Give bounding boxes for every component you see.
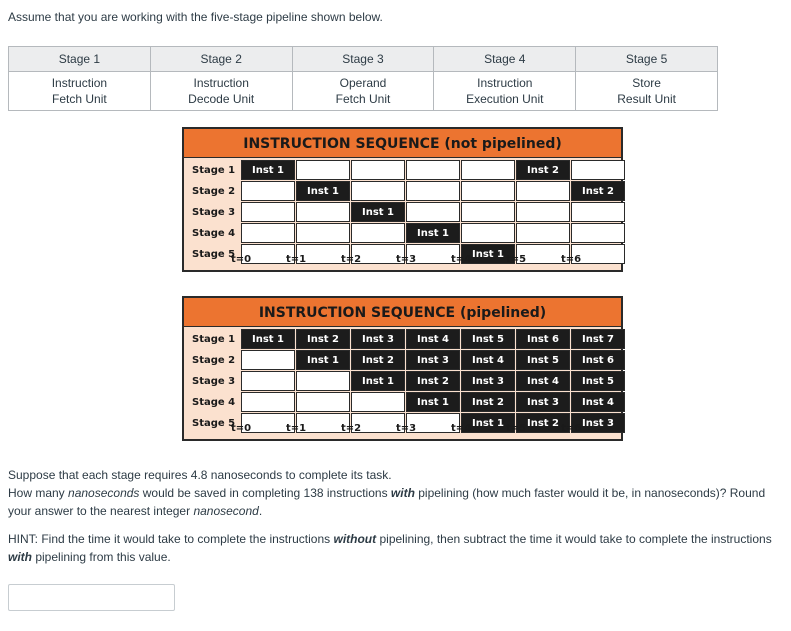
- stage-row: [184, 350, 621, 371]
- stage-5-unit: Store Result Unit: [576, 72, 718, 111]
- empty-cell: [296, 392, 350, 412]
- instruction-cell: Inst 5: [571, 371, 625, 391]
- instruction-cell: Inst 1: [351, 371, 405, 391]
- empty-cell: [516, 202, 570, 222]
- pipeline-stages-table: [8, 46, 718, 111]
- stage-row-label: Stage 1: [192, 334, 236, 345]
- instruction-cell: Inst 1: [351, 202, 405, 222]
- time-tick-label: t=6: [560, 254, 582, 265]
- instruction-cell: Inst 3: [406, 350, 460, 370]
- stage-row-label: Stage 4: [192, 397, 236, 408]
- empty-cell: [351, 392, 405, 412]
- instruction-cell: Inst 2: [516, 413, 570, 433]
- stage-row: [184, 181, 621, 202]
- instruction-cell: Inst 4: [516, 371, 570, 391]
- stage-row-label: Stage 3: [192, 376, 236, 387]
- empty-cell: [571, 160, 625, 180]
- time-tick-label: t=1: [285, 254, 307, 265]
- instruction-cell: Inst 6: [516, 329, 570, 349]
- time-tick-label: t=5: [505, 254, 527, 265]
- instruction-cell: Inst 1: [406, 392, 460, 412]
- time-tick-label: t=0: [230, 423, 252, 434]
- time-tick-label: t=5: [505, 423, 527, 434]
- diagram-title: INSTRUCTION SEQUENCE (pipelined): [184, 298, 621, 327]
- time-tick-label: t=0: [230, 254, 252, 265]
- stage-row-label: Stage 1: [192, 165, 236, 176]
- instruction-cell: Inst 1: [296, 350, 350, 370]
- instruction-cell: Inst 7: [571, 329, 625, 349]
- time-axis: [184, 253, 621, 269]
- hint-text: HINT: Find the time it would take to complete the instructions without pipelining, then subtract the time it would take to complete the instructions with pipelining from this value.: [8, 532, 772, 564]
- stage-1-header: Stage 1: [9, 47, 151, 72]
- empty-cell: [296, 223, 350, 243]
- time-tick-label: t=2: [340, 254, 362, 265]
- stage-row: [184, 392, 621, 413]
- stage-row-label: Stage 5: [192, 418, 236, 429]
- stage-row: [184, 371, 621, 392]
- empty-cell: [461, 223, 515, 243]
- stage-row: [184, 160, 621, 181]
- time-tick-label: t=3: [395, 254, 417, 265]
- time-tick-label: t=1: [285, 423, 307, 434]
- empty-cell: [571, 223, 625, 243]
- time-tick-label: t=4: [450, 423, 472, 434]
- stage-4-header: Stage 4: [434, 47, 576, 72]
- instruction-cell: Inst 3: [351, 329, 405, 349]
- stage-3-header: Stage 3: [292, 47, 434, 72]
- instruction-cell: Inst 4: [406, 329, 460, 349]
- question-line-1: Suppose that each stage requires 4.8 nanoseconds to complete its task.: [8, 468, 392, 482]
- stage-row-label: Stage 3: [192, 207, 236, 218]
- empty-cell: [296, 371, 350, 391]
- stages-unit-row: [9, 72, 718, 111]
- stage-row: [184, 202, 621, 223]
- empty-cell: [351, 160, 405, 180]
- stage-row: [184, 329, 621, 350]
- stage-row-label: Stage 4: [192, 228, 236, 239]
- answer-input[interactable]: [8, 584, 175, 611]
- empty-cell: [406, 202, 460, 222]
- instruction-cell: Inst 2: [461, 392, 515, 412]
- empty-cell: [296, 160, 350, 180]
- empty-cell: [516, 223, 570, 243]
- empty-cell: [351, 181, 405, 201]
- stage-4-unit: Instruction Execution Unit: [434, 72, 576, 111]
- instruction-cell: Inst 1: [241, 160, 295, 180]
- stage-2-header: Stage 2: [150, 47, 292, 72]
- question-text: [8, 466, 783, 520]
- pipelined-diagram: [182, 296, 623, 441]
- instruction-cell: Inst 4: [461, 350, 515, 370]
- stage-row-label: Stage 2: [192, 355, 236, 366]
- time-tick-label: t=6: [560, 423, 582, 434]
- instruction-cell: Inst 2: [571, 181, 625, 201]
- instruction-cell: Inst 1: [461, 244, 515, 264]
- instruction-cell: Inst 4: [571, 392, 625, 412]
- time-tick-label: t=3: [395, 423, 417, 434]
- stage-row: [184, 223, 621, 244]
- instruction-cell: Inst 3: [571, 413, 625, 433]
- diagram-grid: [184, 158, 621, 270]
- empty-cell: [406, 160, 460, 180]
- instruction-cell: Inst 1: [241, 329, 295, 349]
- not-pipelined-diagram: [182, 127, 623, 272]
- stage-3-unit: Operand Fetch Unit: [292, 72, 434, 111]
- instruction-cell: Inst 3: [461, 371, 515, 391]
- question-line-2: How many nanoseconds would be saved in completing 138 instructions with pipelining (how much faster would it be, in nanoseconds)? Round your answer to the nearest integer nanosecond.: [8, 486, 766, 518]
- instruction-cell: Inst 3: [516, 392, 570, 412]
- time-axis: [184, 422, 621, 438]
- instruction-cell: Inst 1: [406, 223, 460, 243]
- empty-cell: [351, 223, 405, 243]
- time-tick-label: t=4: [450, 254, 472, 265]
- instruction-cell: Inst 2: [351, 350, 405, 370]
- stage-2-unit: Instruction Decode Unit: [150, 72, 292, 111]
- empty-cell: [241, 223, 295, 243]
- stages-header-row: [9, 47, 718, 72]
- empty-cell: [571, 202, 625, 222]
- empty-cell: [241, 350, 295, 370]
- empty-cell: [241, 392, 295, 412]
- stage-5-header: Stage 5: [576, 47, 718, 72]
- instruction-cell: Inst 2: [296, 329, 350, 349]
- instruction-cell: Inst 5: [461, 329, 515, 349]
- instruction-cell: Inst 2: [406, 371, 460, 391]
- diagram-title: INSTRUCTION SEQUENCE (not pipelined): [184, 129, 621, 158]
- stage-1-unit: Instruction Fetch Unit: [9, 72, 151, 111]
- instruction-cell: Inst 6: [571, 350, 625, 370]
- instruction-cell: Inst 5: [516, 350, 570, 370]
- empty-cell: [296, 202, 350, 222]
- diagram-grid: [184, 327, 621, 439]
- stage-row-label: Stage 5: [192, 249, 236, 260]
- time-tick-label: t=2: [340, 423, 362, 434]
- empty-cell: [461, 181, 515, 201]
- empty-cell: [406, 181, 460, 201]
- empty-cell: [241, 181, 295, 201]
- empty-cell: [516, 181, 570, 201]
- instruction-cell: Inst 2: [516, 160, 570, 180]
- instruction-cell: Inst 1: [461, 413, 515, 433]
- empty-cell: [241, 371, 295, 391]
- intro-text: Assume that you are working with the five-stage pipeline shown below.: [8, 10, 383, 24]
- instruction-cell: Inst 1: [296, 181, 350, 201]
- empty-cell: [461, 202, 515, 222]
- empty-cell: [461, 160, 515, 180]
- empty-cell: [241, 202, 295, 222]
- stage-row-label: Stage 2: [192, 186, 236, 197]
